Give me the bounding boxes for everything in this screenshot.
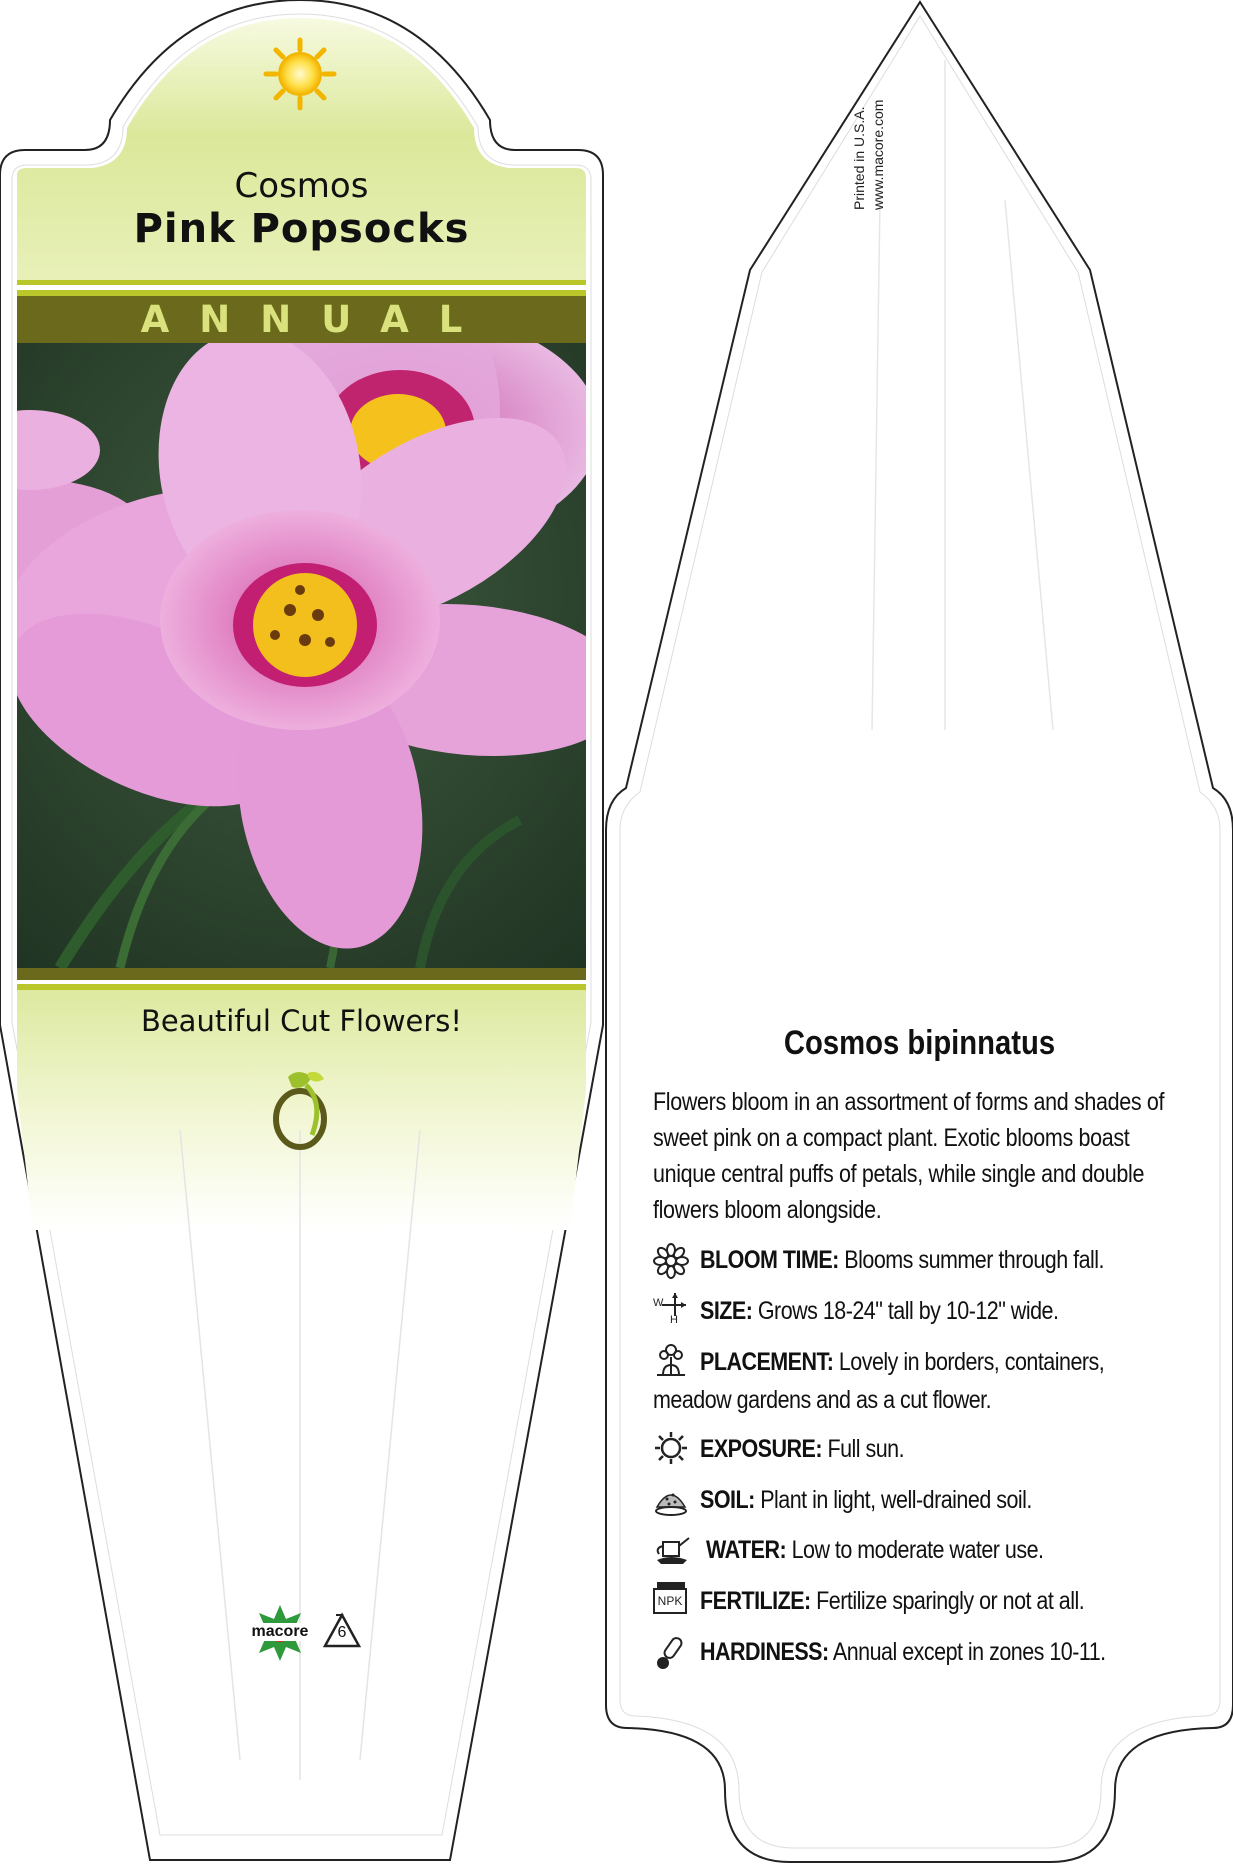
care-hardiness: HARDINESS: Annual except in zones 10-11.	[700, 1638, 1106, 1666]
printed-in-usa: Printed in U.S.A.	[851, 106, 867, 210]
printed-note	[850, 100, 888, 210]
macore-logo: macore	[245, 1603, 315, 1665]
description-line: flowers bloom alongside.	[653, 1196, 882, 1224]
botanical-name: Cosmos bipinnatus	[783, 1024, 1056, 1062]
size-icon: W H	[653, 1290, 689, 1326]
placement-icon	[653, 1343, 689, 1379]
npk-icon: NPK	[653, 1582, 689, 1618]
common-name: Cosmos	[234, 166, 369, 206]
description-line: Flowers bloom in an assortment of forms and shades of	[653, 1088, 1165, 1116]
website-url: www.macore.com	[870, 99, 886, 210]
care-exposure: EXPOSURE: Full sun.	[700, 1435, 905, 1463]
recycle-6-icon: 6	[322, 1612, 362, 1652]
description	[653, 1084, 1233, 1228]
description-line: unique central puffs of petals, while single and double	[653, 1160, 1145, 1188]
tagline: Beautiful Cut Flowers!	[140, 1004, 463, 1038]
care-bloom-time: BLOOM TIME: Blooms summer through fall.	[700, 1246, 1104, 1274]
flower-icon	[653, 1243, 689, 1279]
care-water: WATER: Low to moderate water use.	[706, 1536, 1044, 1564]
thermometer-icon	[653, 1635, 689, 1671]
care-fertilize: FERTILIZE: Fertilize sparingly or not at all.	[700, 1587, 1085, 1615]
care-soil: SOIL: Plant in light, well-drained soil.	[700, 1486, 1032, 1514]
description-line: sweet pink on a compact plant. Exotic blooms boast	[653, 1124, 1130, 1152]
care-placement-line2: meadow gardens and as a cut flower.	[653, 1386, 992, 1414]
care-size: SIZE: Grows 18-24" tall by 10-12" wide.	[700, 1297, 1059, 1325]
sun-outline-icon	[653, 1430, 689, 1466]
category-band-label: ANNUAL	[140, 298, 493, 341]
watering-can-icon	[653, 1530, 693, 1566]
variety-name: Pink Popsocks	[133, 206, 470, 252]
soil-icon	[653, 1481, 689, 1517]
care-placement: PLACEMENT: Lovely in borders, containers,	[700, 1348, 1105, 1376]
